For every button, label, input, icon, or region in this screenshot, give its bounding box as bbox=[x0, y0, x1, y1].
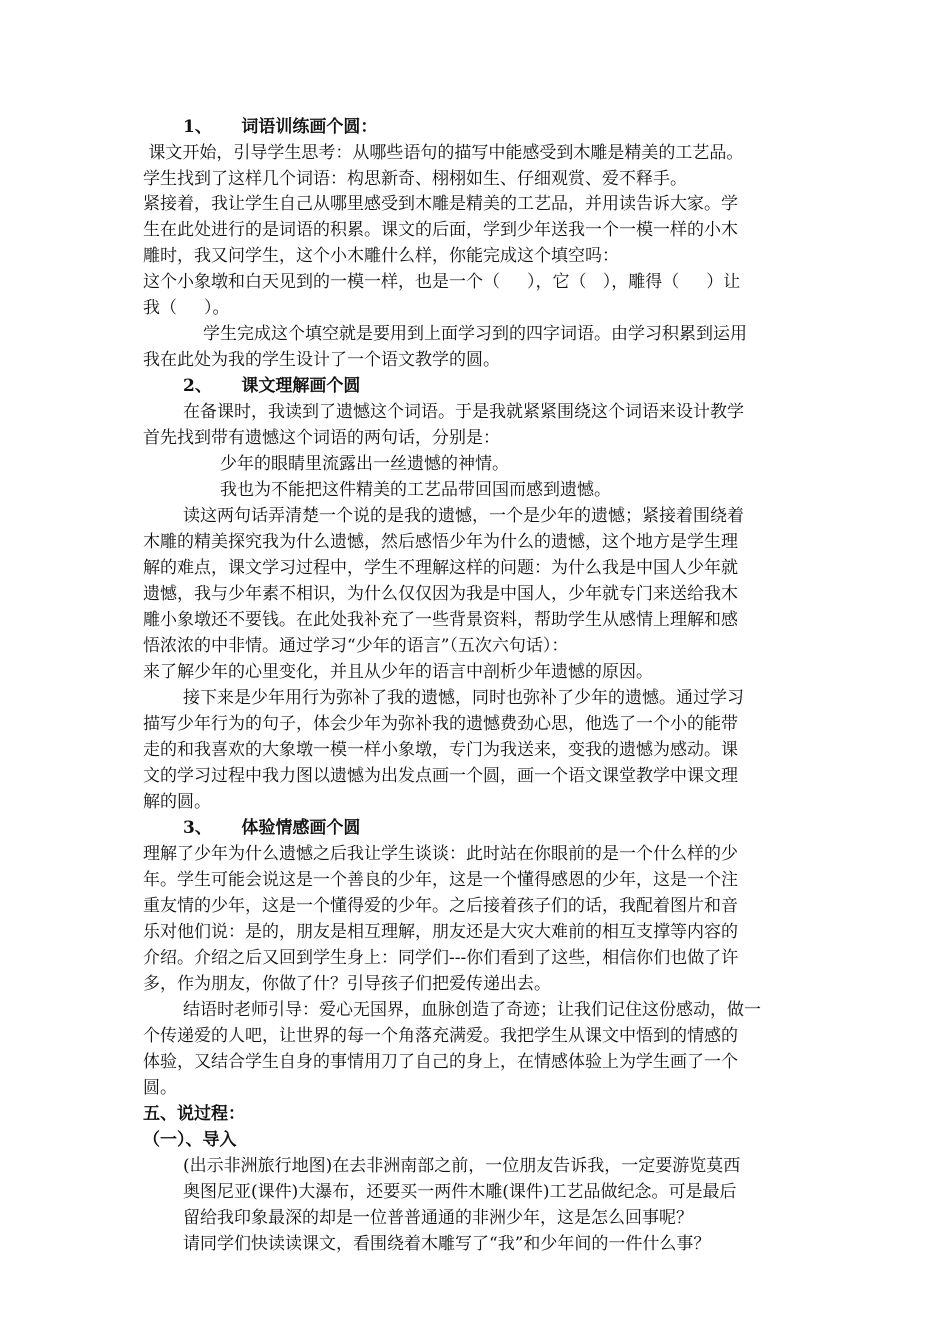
paragraph-line: 多，作为朋友，你做了什？引导孩子们把爱传递出去。 bbox=[143, 974, 551, 994]
paragraph-line: 悟浓浓的中非情。通过学习“少年的语言”（五次六句话）： bbox=[143, 636, 569, 656]
paragraph-line: 读这两句话弄清楚一个说的是我的遗憾，一个是少年的遗憾；紧接着围绕着 bbox=[183, 506, 744, 526]
paragraph-line: 解的难点，课文学习过程中，学生不理解这样的问题：为什么我是中国人少年就 bbox=[143, 558, 738, 578]
section-heading: （一）、导入 bbox=[143, 1130, 237, 1150]
paragraph-line: 解的圆。 bbox=[143, 792, 211, 812]
paragraph-line: 生在此处进行的是词语的积累。课文的后面，学到少年送我一个一模一样的小木 bbox=[143, 220, 738, 240]
paragraph-line: 我在此处为我的学生设计了一个语文教学的圆。 bbox=[143, 350, 500, 370]
paragraph-line: 雕时，我又问学生，这个小木雕什么样，你能完成这个填空吗： bbox=[143, 246, 619, 266]
paragraph-line: (出示非洲旅行地图)在去非洲南部之前，一位朋友告诉我，一定要游览莫西 bbox=[183, 1156, 741, 1176]
paragraph-line: 遗憾，我与少年素不相识，为什么仅仅因为我是中国人，少年就专门来送给我木 bbox=[143, 584, 738, 604]
paragraph-line: 在备课时，我读到了遗憾这个词语。于是我就紧紧围绕这个词语来设计教学 bbox=[183, 402, 744, 422]
paragraph-line: 少年的眼睛里流露出一丝遗憾的神情。 bbox=[220, 454, 509, 474]
paragraph-line: 请同学们快读读课文，看围绕着木雕写了“我”和少年间的一件什么事？ bbox=[183, 1234, 711, 1254]
paragraph-line: 我（ ）。 bbox=[143, 298, 230, 318]
paragraph-line: 课文开始，引导学生思考：从哪些语句的描写中能感受到木雕是精美的工艺品。 bbox=[143, 143, 744, 163]
section-heading: 2、 课文理解画个圆 bbox=[183, 376, 361, 396]
paragraph-line: 雕小象墩还不要钱。在此处我补充了一些背景资料，帮助学生从感情上理解和感 bbox=[143, 610, 738, 630]
section-heading: 1、 词语训练画个圆： bbox=[183, 117, 378, 137]
paragraph-line: 接下来是少年用行为弥补了我的遗憾，同时也弥补了少年的遗憾。通过学习 bbox=[183, 688, 744, 708]
paragraph-line: 学生找到了这样几个词语：构思新奇、栩栩如生、仔细观赏、爱不释手。 bbox=[143, 169, 687, 189]
paragraph-line: 来了解少年的心里变化，并且从少年的语言中剖析少年遗憾的原因。 bbox=[143, 662, 653, 682]
paragraph-line: 乐对他们说：是的，朋友是相互理解，朋友还是大灾大难前的相互支撑等内容的 bbox=[143, 922, 738, 942]
paragraph-line: 介绍。介绍之后又回到学生身上：同学们---你们看到了这些，相信你们也做了许 bbox=[143, 948, 739, 968]
paragraph-line: 这个小象墩和白天见到的一模一样，也是一个（ ），它（ ），雕得（ ）让 bbox=[143, 272, 741, 292]
paragraph-line: 文的学习过程中我力图以遗憾为出发点画一个圆，画一个语文课堂教学中课文理 bbox=[143, 766, 738, 786]
paragraph-line: 首先找到带有遗憾这个词语的两句话，分别是： bbox=[143, 428, 500, 448]
section-heading: 五、说过程： bbox=[143, 1104, 245, 1124]
paragraph-line: 理解了少年为什么遗憾之后我让学生谈谈：此时站在你眼前的是一个什么样的少 bbox=[143, 844, 738, 864]
paragraph-line: 奥图尼亚(课件)大瀑布，还要买一两件木雕(课件)工艺品做纪念。可是最后 bbox=[183, 1182, 737, 1202]
paragraph-line: 紧接着，我让学生自己从哪里感受到木雕是精美的工艺品，并用读告诉大家。学 bbox=[143, 194, 738, 214]
paragraph-line: 留给我印象最深的却是一位普普通通的非洲少年，这是怎么回事呢？ bbox=[183, 1208, 693, 1228]
paragraph-line: 学生完成这个填空就是要用到上面学习到的四字词语。由学习积累到运用 bbox=[203, 324, 747, 344]
paragraph-line: 圆。 bbox=[143, 1078, 177, 1098]
section-heading: 3、 体验情感画个圆 bbox=[183, 818, 361, 838]
paragraph-line: 我也为不能把这件精美的工艺品带回国而感到遗憾。 bbox=[220, 480, 611, 500]
paragraph-line: 结语时老师引导：爱心无国界，血脉创造了奇迹；让我们记住这份感动，做一 bbox=[183, 1000, 761, 1020]
paragraph-line: 走的和我喜欢的大象墩一模一样小象墩，专门为我送来，变我的遗憾为感动。课 bbox=[143, 740, 738, 760]
paragraph-line: 木雕的精美探究我为什么遗憾，然后感悟少年为什么的遗憾，这个地方是学生理 bbox=[143, 532, 738, 552]
paragraph-line: 描写少年行为的句子，体会少年为弥补我的遗憾费劲心思，他选了一个小的能带 bbox=[143, 714, 738, 734]
paragraph-line: 个传递爱的人吧，让世界的每一个角落充满爱。我把学生从课文中悟到的情感的 bbox=[143, 1026, 738, 1046]
paragraph-line: 年。学生可能会说这是一个善良的少年，这是一个懂得感恩的少年，这是一个注 bbox=[143, 870, 738, 890]
paragraph-line: 体验，又结合学生自身的事情用刀了自己的身上，在情感体验上为学生画了一个 bbox=[143, 1052, 738, 1072]
paragraph-line: 重友情的少年，这是一个懂得爱的少年。之后接着孩子们的话，我配着图片和音 bbox=[143, 896, 738, 916]
